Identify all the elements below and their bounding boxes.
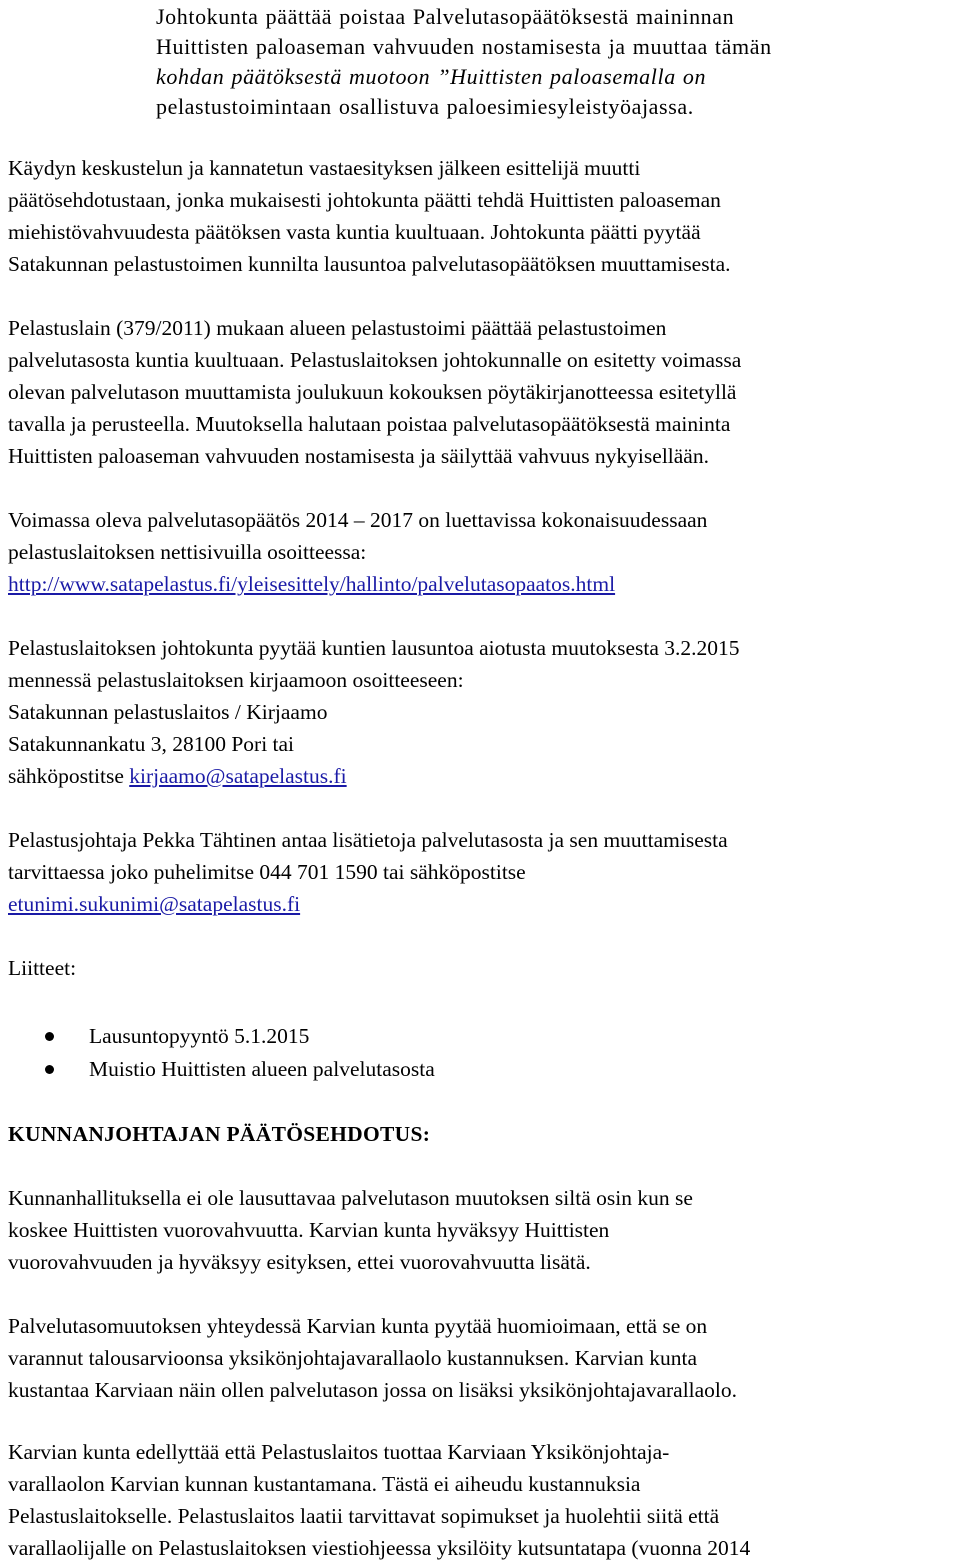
text-line: päätösehdotustaan, jonka mukaisesti johtokunta päätti tehdä Huittisten paloaseman <box>8 188 721 212</box>
text-line: Pelastuslaitokselle. Pelastuslaitos laatii tarvittavat sopimukset ja huolehtii siitä että <box>8 1504 720 1528</box>
attachments-list <box>0 1020 435 1086</box>
email-prefix: sähköpostitse <box>8 764 130 788</box>
address-line: Satakunnankatu 3, 28100 Pori tai <box>8 732 295 756</box>
text-line: varallaolon Karvian kunnan kustantamana. Tästä ei aiheudu kustannuksia <box>8 1472 641 1496</box>
paragraph-no-comment <box>8 1182 954 1278</box>
paragraph-rescue-law <box>8 312 954 472</box>
quoted-decision <box>156 2 896 122</box>
text-line: Voimassa oleva palvelutasopäätös 2014 – 2017 on luettavissa kokonaisuudessaan <box>8 508 708 532</box>
text-line: vuorovahvuuden ja hyväksyy esityksen, ettei vuorovahvuutta lisätä. <box>8 1250 591 1274</box>
text-line: Pelastuslain (379/2011) mukaan alueen pelastustoimi päättää pelastustoimen <box>8 316 667 340</box>
text-line: Pelastuslaitoksen johtokunta pyytää kuntien lausuntoa aiotusta muutoksesta 3.2.2015 <box>8 636 740 660</box>
text-line: Käydyn keskustelun ja kannatetun vastaesityksen jälkeen esittelijä muutti <box>8 156 641 180</box>
quote-line: Huittisten paloaseman vahvuuden nostamisesta ja muuttaa tämän <box>156 34 772 59</box>
bullet-icon <box>45 1032 54 1041</box>
service-level-link[interactable]: http://www.satapelastus.fi/yleisesittely/hallinto/palvelutasopaatos.html <box>8 572 616 596</box>
text-line: Palvelutasomuutoksen yhteydessä Karvian kunta pyytää huomioimaan, että se on <box>8 1314 708 1338</box>
attachment-text: Muistio Huittisten alueen palvelutasosta <box>89 1057 435 1081</box>
paragraph-service-level-decision <box>8 504 954 600</box>
quote-line: pelastustoimintaan osallistuva paloesimiesyleistyöajassa. <box>156 94 694 119</box>
paragraph-discussion <box>8 152 954 280</box>
text-line: tavalla ja perusteella. Muutoksella halutaan poistaa palvelutasopäätöksestä maininta <box>8 412 731 436</box>
text-line: Huittisten paloaseman vahvuuden nostamisesta ja säilyttää vahvuus nykyisellään. <box>8 444 709 468</box>
paragraph-requirements <box>8 1436 954 1564</box>
text-line: pelastuslaitoksen nettisivuilla osoitteessa: <box>8 540 367 564</box>
quote-line: Johtokunta päättää poistaa Palvelutasopäätöksestä maininnan <box>156 4 735 29</box>
text-line: mennessä pelastuslaitoksen kirjaamoon osoitteeseen: <box>8 668 464 692</box>
text-line: Satakunnan pelastustoimen kunnilta lausuntoa palvelutasopäätöksen muuttamisesta. <box>8 252 731 276</box>
text-line: varannut talousarvioonsa yksikönjohtajavarallaolo kustannuksen. Karvian kunta <box>8 1346 698 1370</box>
text-line: koskee Huittisten vuorovahvuutta. Karvian kunta hyväksyy Huittisten <box>8 1218 610 1242</box>
contact-email-link[interactable]: etunimi.sukunimi@satapelastus.fi <box>8 892 301 916</box>
text-line: kustantaa Karviaan näin ollen palvelutason jossa on lisäksi yksikönjohtajavarallaolo. <box>8 1378 738 1402</box>
section-heading: KUNNANJOHTAJAN PÄÄTÖSEHDOTUS: <box>8 1122 431 1146</box>
text-line: miehistövahvuudesta päätöksen vasta kuntia kuultuaan. Johtokunta päätti pyytää <box>8 220 701 244</box>
attachments-label: Liitteet: <box>8 956 77 980</box>
list-item <box>0 1053 435 1086</box>
registry-email-link[interactable]: kirjaamo@satapelastus.fi <box>129 764 347 788</box>
text-line: varallaolijalle on Pelastuslaitoksen viestiohjeessa yksilöity kutsuntatapa (vuonna 2014 <box>8 1536 751 1560</box>
paragraph-contact-info <box>8 824 954 920</box>
paragraph-statement-request <box>8 632 954 792</box>
text-line: Kunnanhallituksella ei ole lausuttavaa palvelutason muutoksen siltä osin kun se <box>8 1186 693 1210</box>
text-line: Pelastusjohtaja Pekka Tähtinen antaa lisätietoja palvelutasosta ja sen muuttamisesta <box>8 828 728 852</box>
attachment-text: Lausuntopyyntö 5.1.2015 <box>89 1024 310 1048</box>
quote-line-italic: kohdan päätöksestä muotoon ”Huittisten paloasemalla on <box>156 64 707 89</box>
paragraph-standby-cost <box>8 1310 954 1406</box>
text-line: palvelutasosta kuntia kuultuaan. Pelastuslaitoksen johtokunnalle on esitetty voimassa <box>8 348 742 372</box>
list-item <box>0 1020 435 1053</box>
text-line: olevan palvelutason muuttamista joulukuun kokouksen pöytäkirjanotteessa esitetyllä <box>8 380 737 404</box>
address-line: Satakunnan pelastuslaitos / Kirjaamo <box>8 700 328 724</box>
text-line: tarvittaessa joko puhelimitse 044 701 1590 tai sähköpostitse <box>8 860 526 884</box>
bullet-icon <box>45 1065 54 1074</box>
text-line: Karvian kunta edellyttää että Pelastuslaitos tuottaa Karviaan Yksikönjohtaja- <box>8 1440 670 1464</box>
